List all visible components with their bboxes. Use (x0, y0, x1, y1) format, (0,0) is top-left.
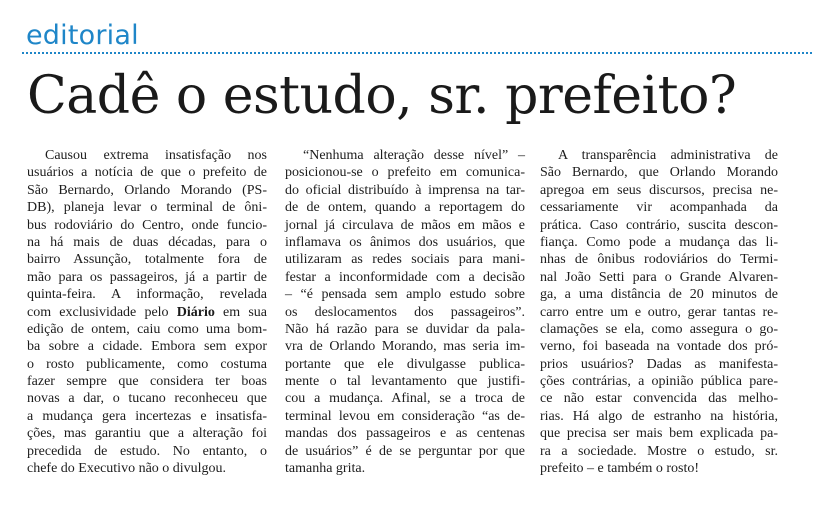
text-line: terminal levou em consideração “as de- (285, 408, 525, 424)
text-column-1 (27, 147, 267, 477)
text-line: do oficial distribuído à imprensa na tar- (285, 182, 525, 198)
text-line: São Bernardo, que Orlando Morando (540, 165, 778, 181)
text-line: precedida de estudo. No entanto, o (27, 443, 267, 459)
text-line: fiança. Como pode a mudança das li- (540, 234, 778, 250)
text-line: – “é pensada sem amplo estudo sobre (285, 287, 525, 303)
text-line: mão para os passageiros, já a partir de (27, 269, 267, 285)
text-fragment: em sua (214, 304, 267, 320)
text-line: cou a mudança. Afinal, se a troca de (285, 391, 525, 407)
text-line: Não há razão para se duvidar da pala- (285, 321, 525, 337)
text-line: ba sobre a cidade. Embora sem expor (27, 339, 267, 355)
text-line: inflamava os ânimos dos usuários, que (285, 234, 525, 250)
text-line: DB), planeja levar o terminal de ôni- (27, 200, 267, 216)
text-line: portante que ele divulgasse publica- (285, 356, 525, 372)
text-line: de de ontem, quando a reportagem do (285, 200, 525, 216)
text-line: “Nenhuma alteração desse nível” – (303, 148, 525, 163)
text-line: mandas dos passageiros e as centenas (285, 426, 525, 442)
text-line: ções contrárias, a opinião pública pare- (540, 374, 778, 390)
headline: Cadê o estudo, sr. prefeito? (27, 66, 737, 126)
text-line: A transparência administrativa de (558, 148, 778, 163)
text-line: usuários a notícia de que o prefeito de (27, 165, 267, 181)
text-line: bus rodoviário do Centro, onde funcio- (27, 217, 267, 233)
text-line: apregoa em seus discursos, precisa ne- (540, 182, 778, 198)
text-line: vra de Orlando Morando, mas seria im- (285, 339, 525, 355)
section-label: editorial (26, 20, 139, 51)
text-column-3 (540, 147, 778, 477)
text-line: novas a dar, o tucano reconheceu que (27, 391, 267, 407)
text-line: na há mais de duas décadas, para o (27, 234, 267, 250)
text-line: festar a inconformidade com a decisão (285, 269, 525, 285)
text-line: São Bernardo, Orlando Morando (PS- (27, 182, 267, 198)
text-line: mente o tal levantamento que justifi- (285, 374, 525, 390)
text-line: de usuários” é de se perguntar por que (285, 443, 525, 459)
text-line: os deslocamentos dos passageiros”. (285, 304, 525, 320)
text-line: tamanha grita. (285, 461, 366, 477)
text-line: cessariamente vir acompanhada da (540, 200, 778, 216)
text-line: nhas de ônibus rodoviários do Termi- (540, 252, 778, 268)
text-line: quinta-feira. A informação, revelada (27, 287, 267, 303)
text-line: prática. Caso contrário, suscita descon- (540, 217, 778, 233)
newspaper-name: Diário (176, 304, 215, 320)
text-line: Causou extrema insatisfação nos (45, 148, 267, 163)
text-line: rias. Há algo de estranho na história, (540, 408, 778, 424)
text-line: chefe do Executivo não o divulgou. (27, 461, 227, 477)
section-header (22, 19, 812, 57)
text-line (27, 304, 267, 321)
text-line: fazer sempre que considera ter boas (27, 374, 267, 390)
text-line: ce não estar convencida das melho- (540, 391, 778, 407)
text-line: posicionou-se o prefeito em comunica- (285, 165, 525, 181)
text-line: ra a sociedade. Mostre o estudo, sr. (540, 443, 778, 459)
text-column-2 (285, 147, 525, 477)
text-line: jornal já circulava de mãos em mãos e (285, 217, 525, 233)
text-line: utilizaram as redes sociais para mani- (285, 252, 525, 268)
text-line: clamações se ela, como assegura o go- (540, 321, 778, 337)
text-line: ções, mas garantiu que a alteração foi (27, 426, 267, 442)
text-line: o rosto publicamente, como costuma (27, 356, 267, 372)
text-line: bairro Assunção, totalmente fora de (27, 252, 267, 268)
text-line: a mudança gera incertezas e insatisfa- (27, 408, 267, 424)
text-line: ga, a uma distância de 20 minutos de (540, 287, 778, 303)
text-line: verno, foi baseada na vontade dos pró- (540, 339, 778, 355)
text-line: prios usuários? Dadas as manifesta- (540, 356, 778, 372)
text-line: prefeito – e também o rosto! (540, 461, 700, 477)
text-fragment: com exclusividade pelo (27, 304, 177, 320)
text-line: carro entre um e outro, gerar tantas re- (540, 304, 778, 320)
text-line: que precisa ser mais bem explicada pa- (540, 426, 778, 442)
text-line: edição de ontem, caiu como uma bom- (27, 321, 267, 337)
dotted-divider (22, 52, 812, 54)
text-line: nal João Setti para o Grande Alvaren- (540, 269, 778, 285)
